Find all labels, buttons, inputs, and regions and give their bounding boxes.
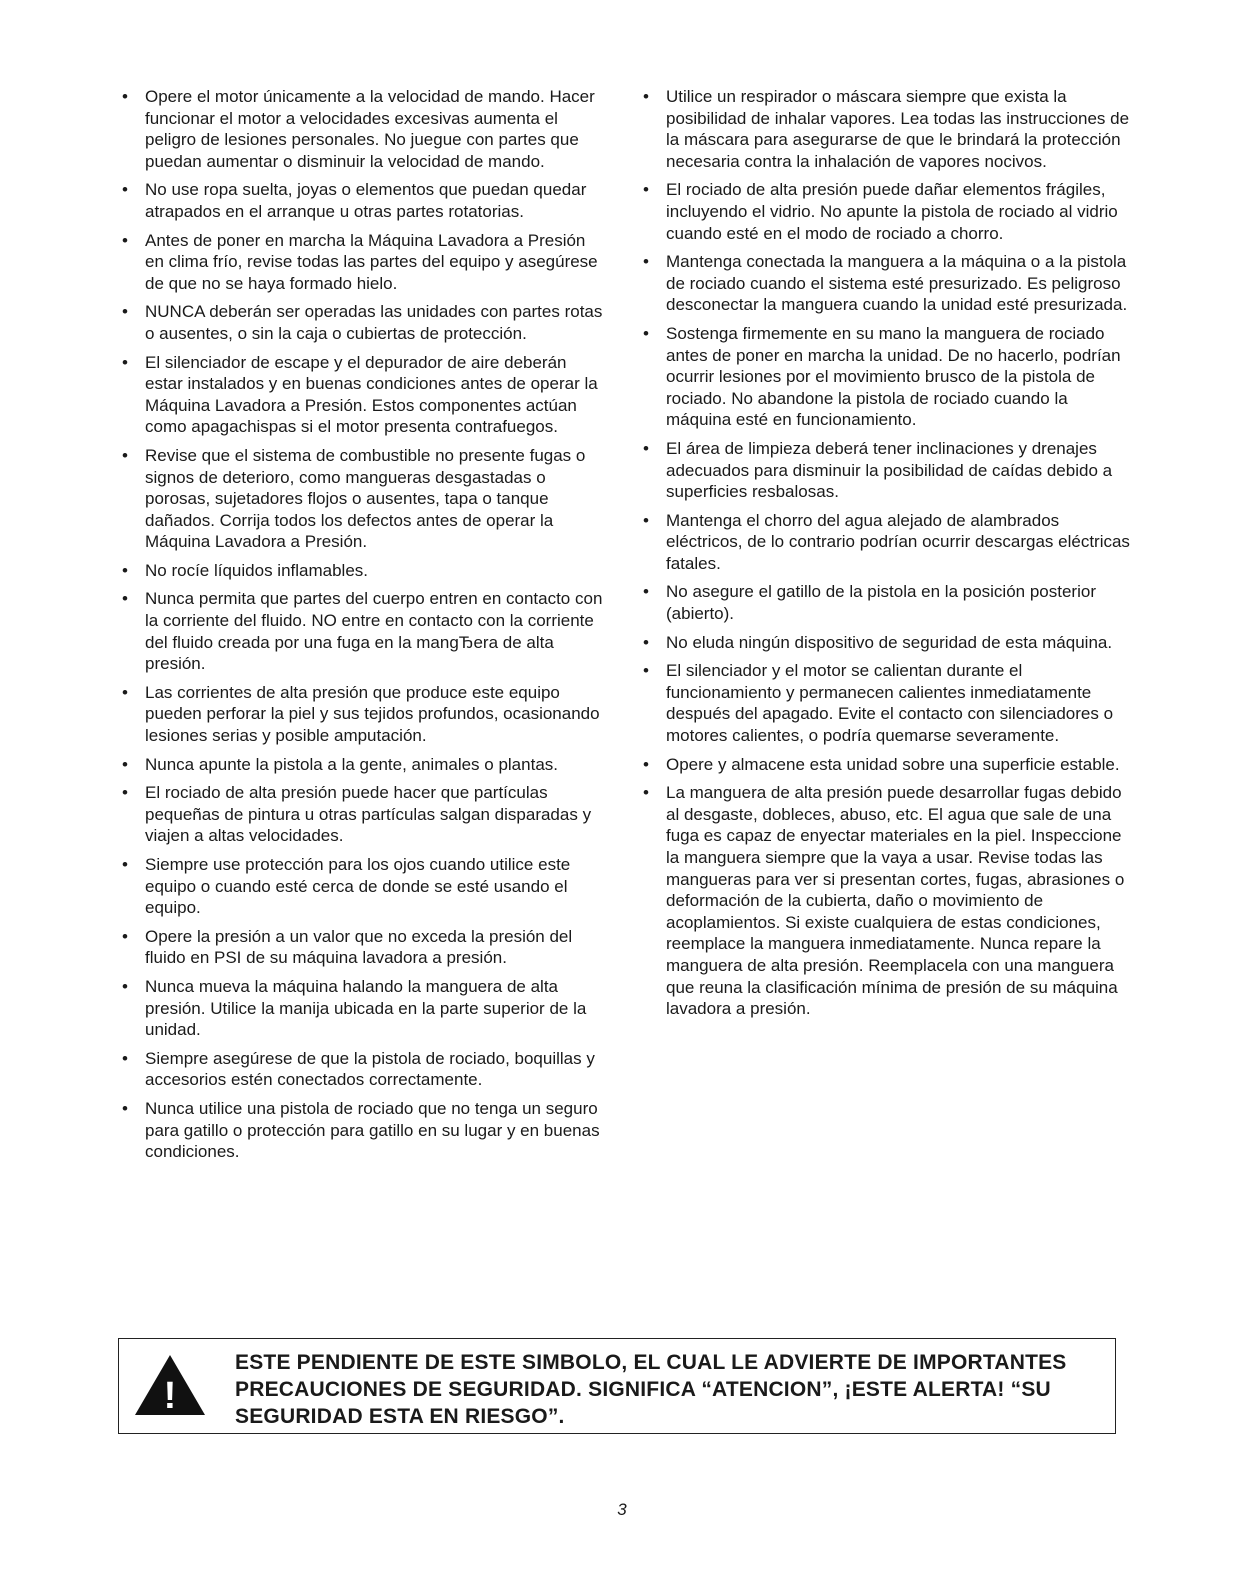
bullet-icon: • xyxy=(122,1098,128,1118)
bullet-icon: • xyxy=(122,589,128,609)
list-item xyxy=(117,854,607,919)
list-item-text: No eluda ningún dispositivo de seguridad de esta máquina. xyxy=(666,632,1113,652)
bullet-icon: • xyxy=(122,976,128,996)
list-item xyxy=(117,179,607,222)
list-item-text: Mantenga conectada la manguera a la máquina o a la pistola de rociado cuando el sistema esté presurizado. Es peligroso desconectar la manguera cuando la unidad esté presurizada. xyxy=(666,252,1128,315)
bullet-icon: • xyxy=(643,510,649,530)
list-item-text: El rociado de alta presión puede dañar elementos frágiles, incluyendo el vidrio. No apunte la pistola de rociado al vidrio cuando esté en el modo de rociado a chorro. xyxy=(666,180,1118,243)
list-item-text: Sostenga firmemente en su mano la manguera de rociado antes de poner en marcha la unidad. De no hacerlo, podrían ocurrir lesiones por el movimiento brusco de la pistola de rociado. No abandone la pistola de rociado cuando la máquina esté en funcionamiento. xyxy=(666,323,1121,430)
bullet-icon: • xyxy=(122,855,128,874)
bullet-icon: • xyxy=(122,230,128,250)
list-item-text: Antes de poner en marcha la Máquina Lavadora a Presión en clima frío, revise todas las partes del equipo y asegúrese de que no se haya formado hielo. xyxy=(145,230,598,293)
list-item-text: Nunca permita que partes del cuerpo entren en contacto con la corriente del fluido. NO entre en contacto con la corriente del fluido creada por una fuga en la mangЂera de alta presión. xyxy=(145,589,603,674)
list-item-text: Nunca apunte la pistola a la gente, animales o plantas. xyxy=(145,754,558,774)
list-item-text: Revise que el sistema de combustible no presente fugas o signos de deterioro, como mangueras desgastadas o porosas, sujetadores flojos o ausentes, tapa o tanque dañados. Corrija todos los defectos antes de operar la Máquina Lavadora a Presión. xyxy=(145,445,586,552)
list-item xyxy=(117,86,607,172)
safety-alert-box xyxy=(118,1338,1116,1434)
list-item-text: Siempre use protección para los ojos cuando utilice este equipo o cuando esté cerca de donde se esté usando el equipo. xyxy=(145,855,571,918)
list-item xyxy=(638,251,1130,316)
list-item xyxy=(638,754,1130,776)
bullet-icon: • xyxy=(643,252,649,272)
bullet-icon: • xyxy=(122,560,128,580)
list-item xyxy=(117,682,607,747)
bullet-icon: • xyxy=(122,783,128,803)
list-item xyxy=(117,588,607,674)
warning-mark: ! xyxy=(163,1375,177,1417)
list-item-text: Las corrientes de alta presión que produce este equipo pueden perforar la piel y sus tejidos profundos, ocasionando lesiones serias y posible amputación. xyxy=(145,682,600,746)
page-number: 3 xyxy=(617,1500,627,1519)
list-item-text: La manguera de alta presión puede desarrollar fugas debido al desgaste, dobleces, abuso, etc. El agua que sale de una fuga es capaz de enyectar materiales en la piel. Inspeccione la manguera siempre que la vaya a usar. Revise todas las mangueras para ver si presentan cortes, fugas, abrasiones o deformación de la cubierta, daño o movimiento de acoplamientos. Si existe cualquiera de estas condiciones, reemplace la manguera inmediatamente. Nunca repare la manguera de alta presión. Reemplacela con una manguera que reuna la clasificación mínima de presión de su máquina lavadora a presión. xyxy=(666,783,1125,1019)
list-item xyxy=(638,179,1130,244)
list-item xyxy=(638,86,1130,172)
list-item-text: El silenciador de escape y el depurador de aire deberán estar instalados y en buenas condiciones antes de operar la Máquina Lavadora a Presión. Estos componentes actúan como apagachispas si el motor presenta contrafuegos. xyxy=(145,352,598,437)
list-item-text: Opere la presión a un valor que no exceda la presión del fluido en PSI de su máquina lavadora a presión. xyxy=(145,926,573,968)
list-item xyxy=(638,782,1130,1020)
bullet-icon: • xyxy=(643,582,649,602)
bullet-icon: • xyxy=(122,754,128,774)
list-item-text: Opere y almacene esta unidad sobre una superficie estable. xyxy=(666,754,1120,774)
bullet-icon: • xyxy=(122,445,128,465)
bullet-icon: • xyxy=(122,682,128,702)
list-item xyxy=(117,1098,607,1163)
safety-alert-text: ESTE PENDIENTE DE ESTE SIMBOLO, EL CUAL LE ADVIERTE DE IMPORTANTES PRECAUCIONES DE SEGURIDAD. SIGNIFICA “ATENCION”, ¡ESTE ALERTA! “SU SEGURIDAD ESTA EN RIESGO”. xyxy=(235,1351,1067,1428)
list-item-text: NUNCA deberán ser operadas las unidades con partes rotas o ausentes, o sin la caja o cubiertas de protección. xyxy=(145,302,603,343)
right-column-safety-list xyxy=(638,86,1130,1027)
bullet-icon: • xyxy=(122,1048,128,1068)
list-item xyxy=(638,581,1130,624)
bullet-icon: • xyxy=(122,87,128,106)
list-item-text: El área de limpieza deberá tener inclinaciones y drenajes adecuados para disminuir la posibilidad de caídas debido a superficies resbalosas. xyxy=(666,438,1113,502)
list-item-text: El rociado de alta presión puede hacer que partículas pequeñas de pintura u otras partículas salgan disparadas y viajen a altas velocidades. xyxy=(145,783,592,846)
list-item xyxy=(638,438,1130,503)
list-item xyxy=(117,754,607,776)
bullet-icon: • xyxy=(643,754,649,774)
bullet-icon: • xyxy=(643,323,649,343)
bullet-icon: • xyxy=(643,632,649,652)
left-column-safety-list xyxy=(117,86,607,1170)
list-item xyxy=(117,352,607,438)
list-item xyxy=(117,782,607,847)
list-item xyxy=(117,976,607,1041)
list-item xyxy=(117,230,607,295)
list-item-text: No use ropa suelta, joyas o elementos que puedan quedar atrapados en el arranque u otras partes rotatorias. xyxy=(145,180,587,221)
list-item-text: Mantenga el chorro del agua alejado de alambrados eléctricos, de lo contrario podrían ocurrir descargas eléctricas fatales. xyxy=(666,510,1130,573)
list-item xyxy=(117,926,607,969)
warning-triangle-icon xyxy=(133,1353,207,1417)
bullet-icon: • xyxy=(122,302,128,322)
bullet-icon: • xyxy=(643,180,649,200)
bullet-icon: • xyxy=(643,87,649,106)
list-item-text: No asegure el gatillo de la pistola en la posición posterior (abierto). xyxy=(666,582,1096,624)
list-item xyxy=(117,301,607,344)
list-item-text: Nunca mueva la máquina halando la manguera de alta presión. Utilice la manija ubicada en la parte superior de la unidad. xyxy=(145,976,587,1040)
list-item xyxy=(638,510,1130,575)
list-item-text: Nunca utilice una pistola de rociado que no tenga un seguro para gatillo o protección para gatillo en su lugar y en buenas condiciones. xyxy=(145,1098,600,1162)
list-item xyxy=(117,560,607,582)
list-item xyxy=(117,445,607,553)
list-item xyxy=(117,1048,607,1091)
list-item xyxy=(638,323,1130,431)
bullet-icon: • xyxy=(643,661,649,681)
list-item-text: Opere el motor únicamente a la velocidad de mando. Hacer funcionar el motor a velocidades excesivas aumenta el peligro de lesiones personales. No juegue con partes que puedan aumentar o disminuir la velocidad de mando. xyxy=(145,87,595,171)
bullet-icon: • xyxy=(122,926,128,946)
list-item xyxy=(638,632,1130,654)
bullet-icon: • xyxy=(122,352,128,372)
list-item-text: Siempre asegúrese de que la pistola de rociado, boquillas y accesorios estén conectados correctamente. xyxy=(145,1048,595,1090)
bullet-icon: • xyxy=(122,180,128,200)
bullet-icon: • xyxy=(643,783,649,803)
list-item-text: El silenciador y el motor se calientan durante el funcionamiento y permanecen calientes inmediatamente después del apagado. Evite el contacto con silenciadores o motores calientes, o podría quemarse severamente. xyxy=(666,661,1114,746)
list-item-text: No rocíe líquidos inflamables. xyxy=(145,560,369,580)
list-item-text: Utilice un respirador o máscara siempre que exista la posibilidad de inhalar vapores. Lea todas las instrucciones de la máscara para asegurarse de que le brindará la protección necesaria contra la inhalación de vapores nocivos. xyxy=(666,87,1130,171)
bullet-icon: • xyxy=(643,438,649,458)
list-item xyxy=(638,660,1130,746)
